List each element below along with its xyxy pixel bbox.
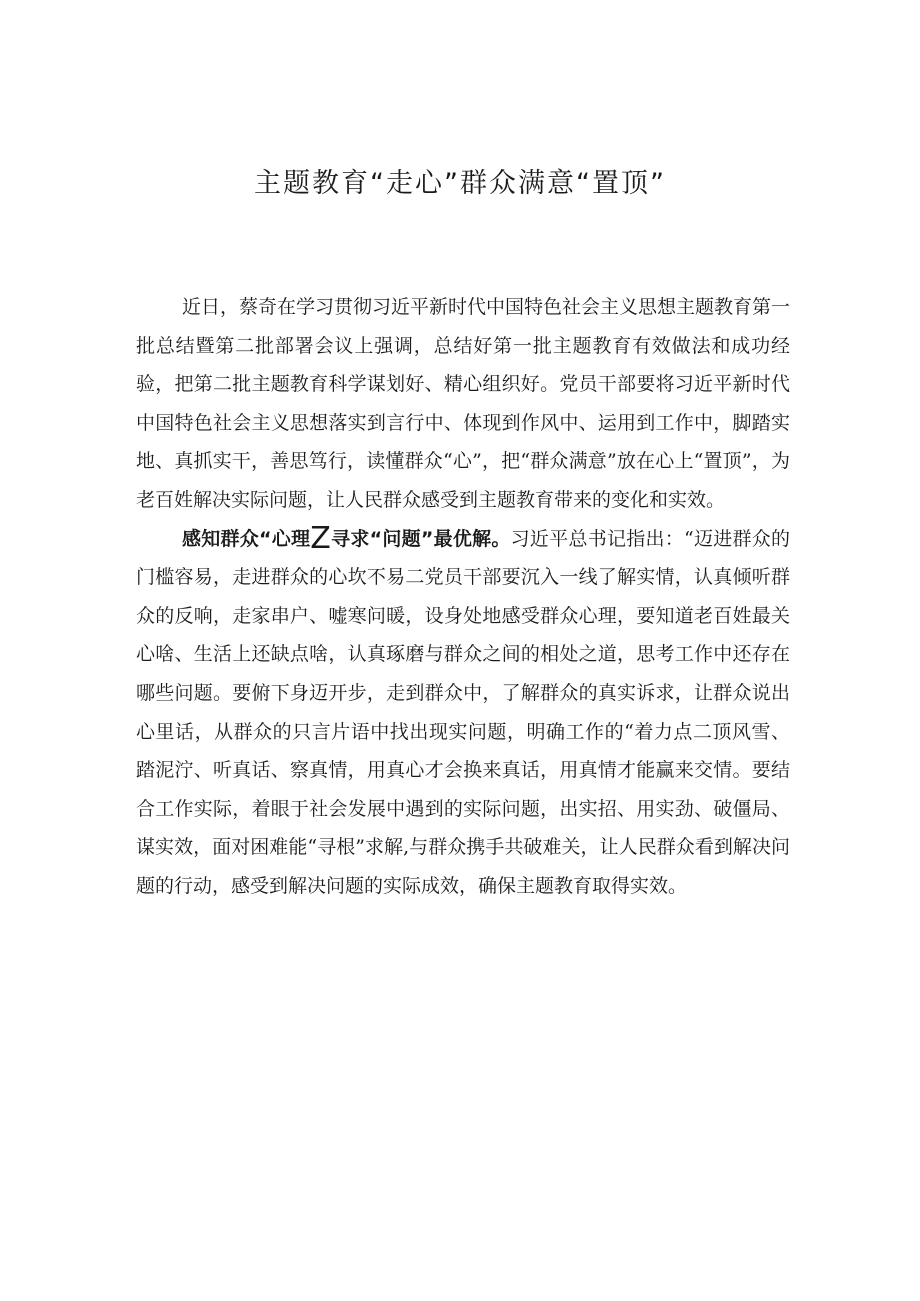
section-heading-part-1: 感知群众“心理	[182, 527, 311, 550]
section-heading-z-glyph: Z	[310, 520, 331, 556]
section-heading	[182, 520, 511, 556]
document-body	[136, 288, 790, 906]
section-heading-part-2: 寻求“问题”最优解。	[330, 527, 511, 550]
section-body-text: 习近平总书记指出：“迈进群众的门槛容易，走进群众的心坎不易二党员干部要沉入一线了解实情，认真倾听群众的反响，走家串户、嘘寒问暖，设身处地感受群众心理，要知道老百姓最关心啥、生活上还缺点啥，认真琢磨与群众之间的相处之道，思考工作中还存在哪些问题。要俯下身迈开步，走到群众中，了解群众的真实诉求，让群众说出心里话，从群众的只言片语中找出现实问题，明确工作的“着力点二顶风雪、踏泥泞、听真话、察真情，用真心才会换来真话，用真情才能赢来交情。要结合工作实际，着眼于社会发展中遇到的实际问题，出实招、用实劲、破僵局、谋实效，面对困难能“寻根”求解,与群众携手共破难关，让人民群众看到解决问题的行动，感受到解决问题的实际成效，确保主题教育取得实效。	[136, 527, 790, 897]
paragraph-section-1	[136, 520, 790, 906]
document-title: 主题教育“走心”群众满意“置顶”	[254, 168, 666, 199]
paragraph-intro: 近日，蔡奇在学习贯彻习近平新时代中国特色社会主义思想主题教育第一批总结暨第二批部署会议上强调，总结好第一批主题教育有效做法和成功经验，把第二批主题教育科学谋划好、精心组织好。党员干部要将习近平新时代中国特色社会主义思想落实到言行中、体现到作风中、运用到工作中，脚踏实地、真抓实干，善思笃行，读懂群众“心”，把“群众满意”放在心上“置顶”，为老百姓解决实际问题，让人民群众感受到主题教育带来的变化和实效。	[136, 296, 791, 511]
